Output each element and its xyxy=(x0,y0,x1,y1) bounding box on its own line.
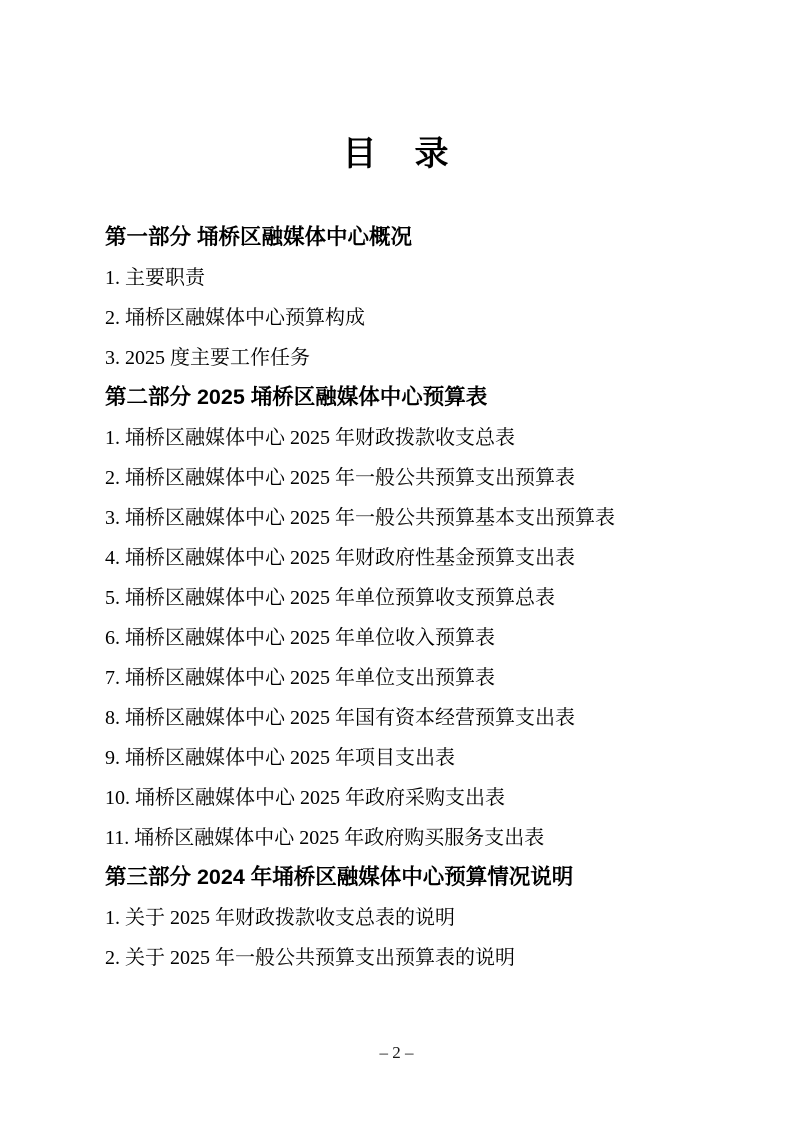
toc-item: 11. 埇桥区融媒体中心 2025 年政府购买服务支出表 xyxy=(105,826,545,849)
page-title: 目 录 xyxy=(342,136,451,173)
toc-item: 2. 关于 2025 年一般公共预算支出预算表的说明 xyxy=(105,946,515,969)
toc-section-heading: 第三部分 2024 年埇桥区融媒体中心预算情况说明 xyxy=(105,864,574,889)
toc-item: 8. 埇桥区融媒体中心 2025 年国有资本经营预算支出表 xyxy=(105,706,575,729)
toc-item: 3. 2025 度主要工作任务 xyxy=(105,346,310,369)
toc-item: 3. 埇桥区融媒体中心 2025 年一般公共预算基本支出预算表 xyxy=(105,506,615,529)
toc-item: 6. 埇桥区融媒体中心 2025 年单位收入预算表 xyxy=(105,626,495,649)
toc-item: 2. 埇桥区融媒体中心 2025 年一般公共预算支出预算表 xyxy=(105,466,575,489)
toc-item: 1. 主要职责 xyxy=(105,266,205,289)
page-number: – 2 – xyxy=(379,1043,414,1062)
toc-item: 1. 关于 2025 年财政拨款收支总表的说明 xyxy=(105,906,455,929)
toc-item: 4. 埇桥区融媒体中心 2025 年财政府性基金预算支出表 xyxy=(105,546,575,569)
toc-item: 10. 埇桥区融媒体中心 2025 年政府采购支出表 xyxy=(105,786,505,809)
toc-item: 7. 埇桥区融媒体中心 2025 年单位支出预算表 xyxy=(105,666,495,689)
toc-section-heading: 第二部分 2025 埇桥区融媒体中心预算表 xyxy=(105,384,488,409)
toc-item: 5. 埇桥区融媒体中心 2025 年单位预算收支预算总表 xyxy=(105,586,555,609)
toc-item: 9. 埇桥区融媒体中心 2025 年项目支出表 xyxy=(105,746,455,769)
toc-section-heading: 第一部分 埇桥区融媒体中心概况 xyxy=(105,224,412,249)
toc-item: 2. 埇桥区融媒体中心预算构成 xyxy=(105,306,365,329)
table-of-contents xyxy=(105,215,703,975)
toc-item: 1. 埇桥区融媒体中心 2025 年财政拨款收支总表 xyxy=(105,426,515,449)
